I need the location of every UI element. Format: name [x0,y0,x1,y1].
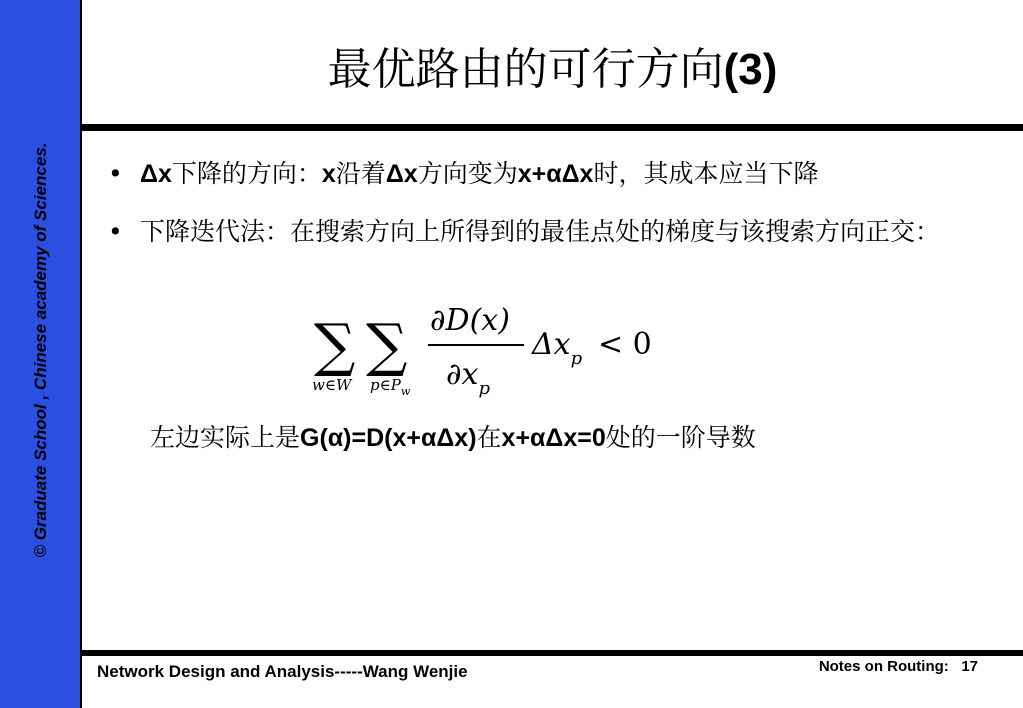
sidebar [0,0,82,708]
sum-index-p: $p\in P_w$ [370,376,411,398]
footer-course: Network Design and Analysis-----Wang Wenjie [97,662,468,681]
title-number: (3) [723,45,778,94]
math-delta-x: Δx [385,160,418,188]
derivative-note [150,422,756,454]
math-expression: x+αΔx [517,160,594,188]
fraction-denominator: $\partial x_p$ [446,357,490,399]
footer-divider [82,650,1023,656]
sum-symbol-w: ∑ [314,311,356,379]
math-x: x [321,160,336,188]
bullet-text [140,158,818,190]
slide-title [82,40,1023,100]
math-expression: x+αΔx=0 [501,424,606,452]
copyright-text: © Graduate School , Chinese academy of Sciences. [31,142,50,558]
footer-page-info [819,658,978,675]
text-part: 下降的方向： [171,159,322,188]
text-part: 处的一阶导数 [605,423,756,452]
title-text: 最优路由的可行方向 [327,44,724,95]
bullet-dot: • [108,159,123,188]
footer-section: Notes on Routing: [818,658,949,675]
gradient-formula [300,290,680,410]
relation: < 0 [598,327,652,362]
title-divider [82,124,1023,131]
sum-index-w: w∈W [312,376,352,394]
page-number: 17 [961,658,978,675]
math-delta-x: Δx [140,160,172,188]
direction-term: $\Delta x_p$ [532,327,583,369]
text-part: 时，其成本应当下降 [593,159,819,188]
fraction-numerator: ∂D(x) [430,303,510,338]
text-part: 在 [476,423,502,452]
bullet-dot: • [108,217,123,246]
sum-symbol-p: ∑ [366,311,408,379]
text-part: 左边实际上是 [150,423,301,452]
bullet-text: 下降迭代法：在搜索方向上所得到的最佳点处的梯度与该搜索方向正交： [140,217,941,246]
text-part: 方向变为 [417,159,518,188]
math-expression: G(α)=D(x+αΔx) [300,424,477,452]
text-part: 沿着 [335,159,386,188]
